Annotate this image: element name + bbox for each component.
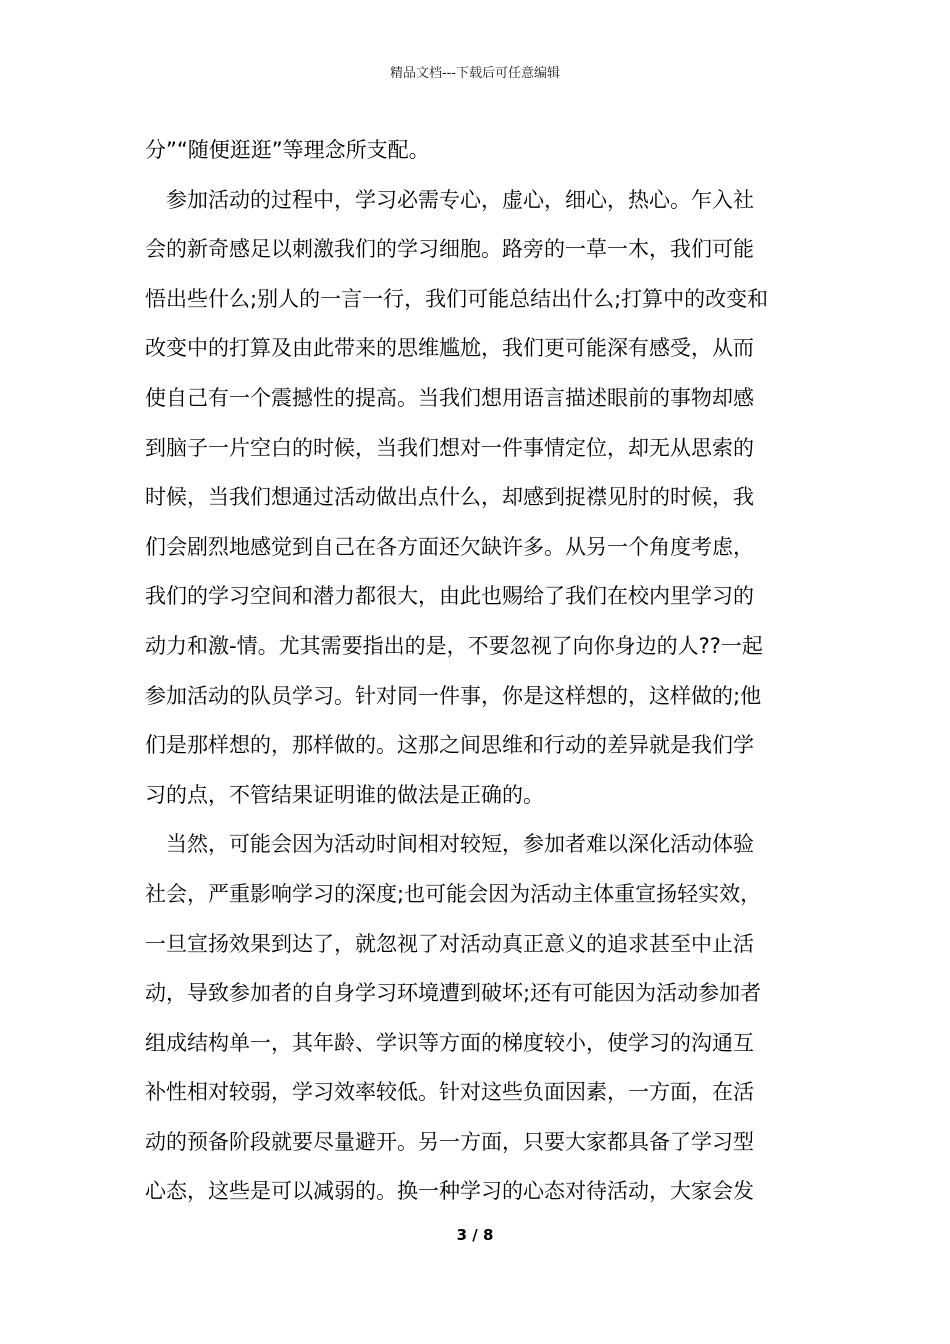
text-line: 动力和激-情。尤其需要指出的是，不要忽视了向你身边的人??一起: [145, 633, 763, 658]
text-line: 习的点，不管结果证明谁的做法是正确的。: [145, 782, 544, 807]
text-line: 们是那样想的，那样做的。这那之间思维和行动的差异就是我们学: [145, 733, 754, 758]
text-line: 动的预备阶段就要尽量避开。另一方面，只要大家都具备了学习型: [145, 1129, 754, 1154]
text-line: 改变中的打算及由此带来的思维尴尬，我们更可能深有感受，从而: [145, 336, 754, 361]
text-line: 使自己有一个震撼性的提高。当我们想用语言描述眼前的事物却感: [145, 385, 754, 410]
page-number: 3 / 8: [456, 1226, 494, 1244]
document-body: [145, 126, 809, 1217]
text-line: 当然，可能会因为活动时间相对较短，参加者难以深化活动体验: [166, 832, 754, 857]
text-line: 们会剧烈地感觉到自己在各方面还欠缺许多。从另一个角度考虑，: [145, 534, 754, 559]
paragraph-2: [145, 176, 809, 821]
text-line: 分”“随便逛逛”等理念所支配。: [145, 138, 430, 162]
text-line: 参加活动的过程中，学习必需专心，虚心，细心，热心。乍入社: [166, 187, 754, 212]
text-line: 动，导致参加者的自身学习环境遭到破坏;还有可能因为活动参加者: [145, 981, 762, 1006]
text-line: 会的新奇感足以刺激我们的学习细胞。路旁的一草一木，我们可能: [145, 237, 754, 262]
paragraph-3: [145, 820, 809, 1217]
text-line: 补性相对较弱，学习效率较低。针对这些负面因素，一方面，在活: [145, 1080, 754, 1105]
text-line: 组成结构单一，其年龄、学识等方面的梯度较小，使学习的沟通互: [145, 1030, 754, 1055]
text-line: 一旦宣扬效果到达了，就忽视了对活动真正意义的追求甚至中止活: [145, 931, 754, 956]
text-line: 社会，严重影响学习的深度;也可能会因为活动主体重宣扬轻实效，: [145, 881, 762, 906]
page-header: 精品文档---下载后可任意编辑: [389, 66, 561, 81]
text-line: 心态，这些是可以减弱的。换一种学习的心态对待活动，大家会发: [145, 1179, 754, 1204]
text-line: 到脑子一片空白的时候，当我们想对一件事情定位，却无从思索的: [145, 435, 754, 460]
paragraph-1: [145, 126, 809, 176]
text-line: 时候，当我们想通过活动做出点什么，却感到捉襟见肘的时候，我: [145, 485, 754, 510]
text-line: 我们的学习空间和潜力都很大，由此也赐给了我们在校内里学习的: [145, 584, 754, 609]
text-line: 参加活动的队员学习。针对同一件事，你是这样想的，这样做的;他: [145, 683, 762, 708]
text-line: 悟出些什么;别人的一言一行，我们可能总结出什么;打算中的改变和: [145, 286, 769, 311]
